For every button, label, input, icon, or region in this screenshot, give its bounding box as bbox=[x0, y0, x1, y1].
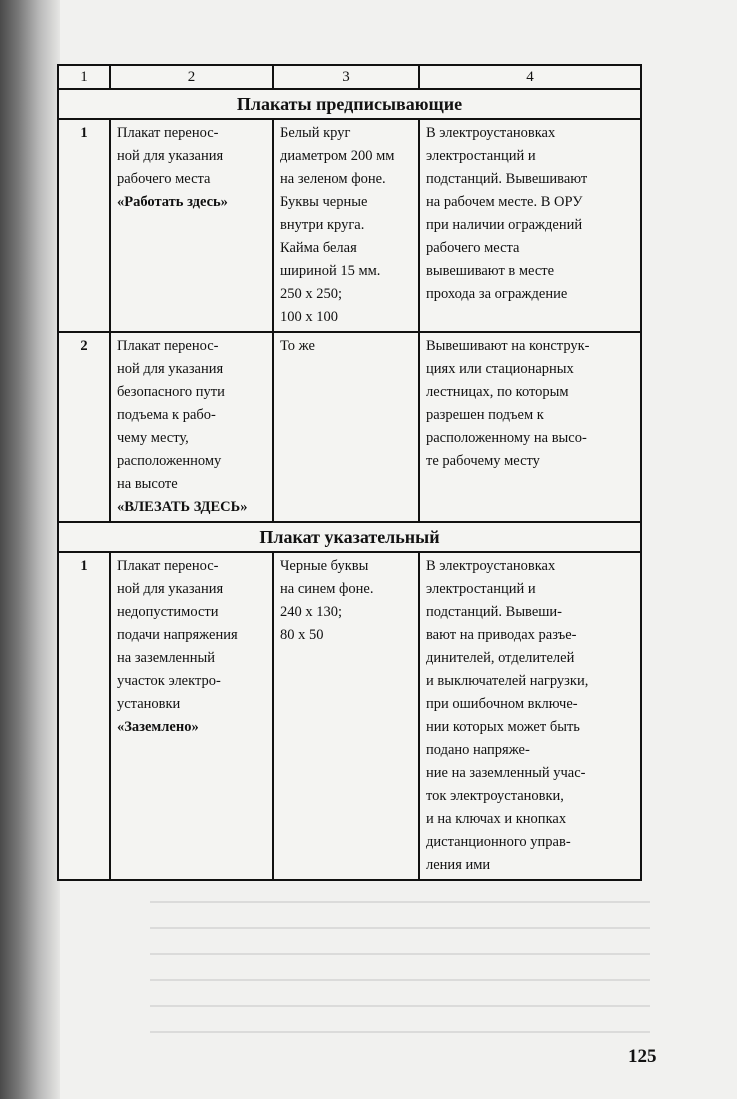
column-number: 1 bbox=[58, 65, 110, 89]
row-number: 1 bbox=[58, 552, 110, 880]
column-number: 4 bbox=[419, 65, 641, 89]
poster-description: Черные буквы на синем фоне. 240 х 130; 80 х 50 bbox=[273, 552, 419, 880]
page-number: 125 bbox=[628, 1046, 657, 1067]
column-number-row bbox=[58, 65, 641, 89]
table-row bbox=[58, 552, 641, 880]
table-row bbox=[58, 119, 641, 332]
poster-name-cell bbox=[110, 119, 273, 332]
poster-description: Белый круг диаметром 200 мм на зеленом фоне. Буквы черные внутри круга. Кайма белая шириной 15 мм. 250 х 250; 100 х 100 bbox=[273, 119, 419, 332]
poster-name: Плакат перенос- ной для указания рабочего места bbox=[117, 125, 224, 187]
poster-description: То же bbox=[273, 332, 419, 522]
section-title: Плакаты предписывающие bbox=[58, 89, 641, 119]
poster-name: Плакат перенос- ной для указания недопустимости подачи напряжения на заземленный участок электро- установки bbox=[117, 558, 238, 712]
section-row bbox=[58, 522, 641, 552]
poster-name: Плакат перенос- ной для указания безопасного пути подъема к рабо- чему месту, расположенному на высоте bbox=[117, 338, 225, 492]
poster-name-cell bbox=[110, 552, 273, 880]
section-title: Плакат указательный bbox=[58, 522, 641, 552]
poster-inscription: «ВЛЕЗАТЬ ЗДЕСЬ» bbox=[117, 499, 248, 515]
column-number: 3 bbox=[273, 65, 419, 89]
poster-inscription: «Работать здесь» bbox=[117, 194, 228, 210]
book-spine-shadow bbox=[0, 0, 60, 1099]
poster-inscription: «Заземлено» bbox=[117, 719, 199, 735]
table-row bbox=[58, 332, 641, 522]
poster-name-cell bbox=[110, 332, 273, 522]
row-number: 1 bbox=[58, 119, 110, 332]
section-row bbox=[58, 89, 641, 119]
row-number: 2 bbox=[58, 332, 110, 522]
poster-usage: Вывешивают на конструк- циях или стационарных лестницах, по которым разрешен подъем к расположенному на высо- те рабочему месту bbox=[419, 332, 641, 522]
column-number: 2 bbox=[110, 65, 273, 89]
posters-table bbox=[57, 64, 642, 881]
bleed-through-text bbox=[150, 885, 650, 1035]
poster-usage: В электроустановках электростанций и подстанций. Вывеши- вают на приводах разъе- динителей, отделителей и выключателей нагрузки, при ошибочном включе- нии которых может быть подано напряже- ние на заземленный учас- ток электроустановки, и на ключах и кнопках дистанционного управ- ления ими bbox=[419, 552, 641, 880]
poster-usage: В электроустановках электростанций и подстанций. Вывешивают на рабочем месте. В ОРУ при наличии ограждений рабочего места вывешивают в месте прохода за ограждение bbox=[419, 119, 641, 332]
